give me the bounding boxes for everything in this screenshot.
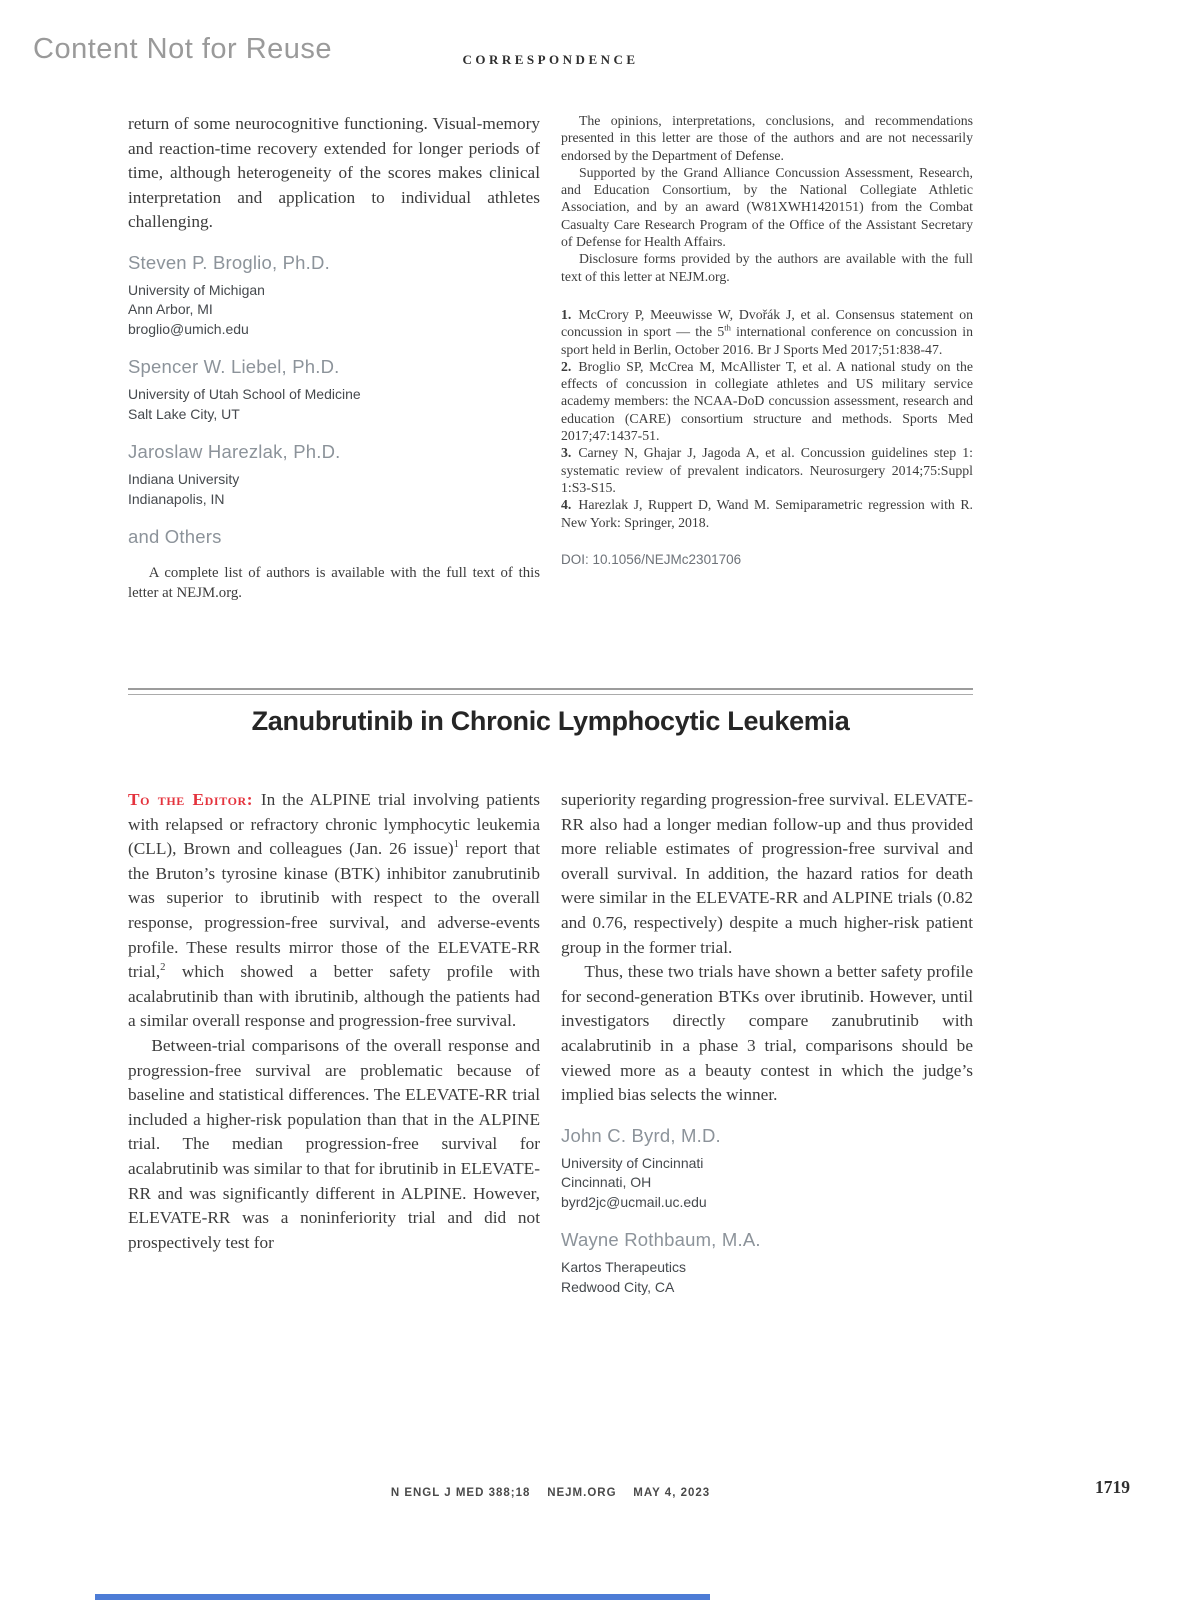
letter-zanubrutinib <box>128 788 973 1297</box>
reference-text: Harezlak J, Ruppert D, Wand M. Semiparametric regression with R. New York: Springer, 2018. <box>561 497 973 530</box>
doi-line: DOI: 10.1056/NEJMc2301706 <box>561 551 742 567</box>
author-affiliation-line: University of Utah School of Medicine <box>128 386 361 403</box>
journal-footer-line: N ENGL J MED 388;18 NEJM.ORG MAY 4, 2023 <box>390 1487 711 1499</box>
reference-text: McCrory P, Meeuwisse W, Dvořák J, et al. Consensus statement on concussion in sport — the 5th international conference on concussion in sport held in Berlin, October 2016. Br J Sports Med 2017;51:838-47. <box>561 306 973 357</box>
reference-list <box>561 306 973 531</box>
reference-text: Broglio SP, McCrea M, McAllister T, et al. A national study on the effects of concussion in collegiate athletes and US military service academy members: the NCAA-DoD concussion assessment, research and education (CARE) consortium structure and methods. Sports Med 2017;47:1437-51. <box>561 358 973 444</box>
content-not-for-reuse-watermark: Content Not for Reuse <box>33 33 333 65</box>
letter2-right-paragraph-1: superiority regarding progression-free survival. ELEVATE-RR also had a longer median follow-up and thus provided more reliable estimates of progression-free survival and overall survival. In addition, the hazard ratios for death were similar in the ELEVATE-RR and ALPINE trials (0.82 and 0.76, respectively) despite a much higher-risk patient group in the former trial. <box>561 790 973 957</box>
author-email: broglio@umich.edu <box>128 320 249 337</box>
letter2-right-paragraph-2: Thus, these two trials have shown a better safety profile for second-generation BTKs over ibrutinib. However, until investigators directly compare zanubrutinib with acalabrutinib in a phase 3 trial, comparisons should be viewed more as a beauty contest in which the judge’s implied bias selects the winner. <box>561 962 973 1105</box>
letter2-right-column <box>561 788 973 1297</box>
author-block-rothbaum <box>561 1229 973 1297</box>
section-divider-rule <box>128 688 973 695</box>
disclosure-paragraph: Disclosure forms provided by the authors are available with the full text of this letter at NEJM.org. <box>561 251 973 284</box>
author-block-broglio <box>128 252 540 340</box>
page-number: 1719 <box>1095 1477 1130 1497</box>
reference-text: Carney N, Ghajar J, Jagoda A, et al. Concussion guidelines step 1: systematic review of prevalent indicators. Neurosurgery 2014;75:Suppl 1:S3-S15. <box>561 445 973 495</box>
author-affiliation-line: University of Michigan <box>128 281 265 298</box>
author-email: byrd2jc@ucmail.uc.edu <box>561 1193 707 1210</box>
to-the-editor-paragraph: To the Editor: In the ALPINE trial involving patients with relapsed or refractory chronic lymphocytic leukemia (CLL), Brown and colleagues (Jan. 26 issue)$^1$ report that the Bruton’s tyrosine kinase (BTK) inhibitor zanubrutinib was superior to ibrutinib with respect to the overall response, progression-free survival, and adverse-events profile. These results mirror those of the ELEVATE-RR trial,$^2$ which showed a better safety profile with acalabrutinib than with ibrutinib, although the patients had a similar overall response and progression-free survival. <box>128 790 540 1031</box>
reference-item-3 <box>561 444 973 496</box>
letter2-title: Zanubrutinib in Chronic Lymphocytic Leukemia <box>251 706 850 736</box>
author-name: Steven P. Broglio, Ph.D. <box>128 251 330 273</box>
author-block-harezlak <box>128 441 540 509</box>
reference-item-1 <box>561 306 973 358</box>
author-affiliation-line: Cincinnati, OH <box>561 1174 652 1191</box>
reference-item-4 <box>561 496 973 531</box>
author-block-liebel <box>128 356 540 424</box>
author-name: Spencer W. Liebel, Ph.D. <box>128 356 340 378</box>
support-paragraph: Supported by the Grand Alliance Concussion Assessment, Research, and Education Consortium, by the National Collegiate Athletic Association, and by an award (W81XWH1420151) from the Combat Casualty Care Research Program of the Office of the Assistant Secretary of Defense for Health Affairs. <box>561 164 973 250</box>
reference-number: 3. <box>561 445 572 461</box>
author-affiliation-line: Indiana University <box>128 471 240 488</box>
author-name: Wayne Rothbaum, M.A. <box>561 1229 761 1251</box>
author-affiliation-line: Ann Arbor, MI <box>128 301 213 318</box>
author-affiliation-line: Kartos Therapeutics <box>561 1259 687 1276</box>
reference-number: 1. <box>561 306 572 322</box>
author-affiliation-line: University of Cincinnati <box>561 1154 704 1171</box>
letter-concussion <box>128 112 973 603</box>
letter2-left-paragraph-2: Between-trial comparisons of the overall response and progression-free survival are problematic because of baseline and statistical differences. The ELEVATE-RR trial included a higher-risk population than that in the ALPINE trial. The median progression-free survival for acalabrutinib was similar to that for ibrutinib in ELEVATE-RR and was significantly different in ALPINE. However, ELEVATE-RR was a noninferiority trial and did not prospectively test for <box>128 1035 540 1252</box>
letter1-continuation-paragraph: return of some neurocognitive functioning. Visual-memory and reaction-time recovery extended for longer periods of time, although heterogeneity of the scores makes clinical interpretation and application to individual athletes challenging. <box>128 114 540 232</box>
author-list-availability-note: A complete list of authors is available with the full text of this letter at NEJM.org. <box>128 565 540 601</box>
letter1-right-column <box>561 112 973 603</box>
author-affiliation-line: Salt Lake City, UT <box>128 405 240 422</box>
reference-item-2 <box>561 358 973 444</box>
reference-number: 4. <box>561 497 572 513</box>
reference-number: 2. <box>561 358 572 374</box>
letter2-left-column <box>128 788 540 1297</box>
author-name: John C. Byrd, M.D. <box>561 1124 721 1146</box>
author-name: Jaroslaw Harezlak, Ph.D. <box>128 441 341 463</box>
bottom-accent-bar <box>95 1594 710 1600</box>
author-block-byrd <box>561 1125 973 1213</box>
author-affiliation-line: Indianapolis, IN <box>128 490 225 507</box>
letter1-left-column <box>128 112 540 603</box>
correspondence-section-label: CORRESPONDENCE <box>462 52 639 67</box>
disclaimer-paragraph: The opinions, interpretations, conclusions, and recommendations presented in this letter are those of the authors and are not necessarily endorsed by the Department of Defense. <box>561 113 973 163</box>
author-affiliation-line: Redwood City, CA <box>561 1278 675 1295</box>
and-others-label: and Others <box>128 526 222 548</box>
